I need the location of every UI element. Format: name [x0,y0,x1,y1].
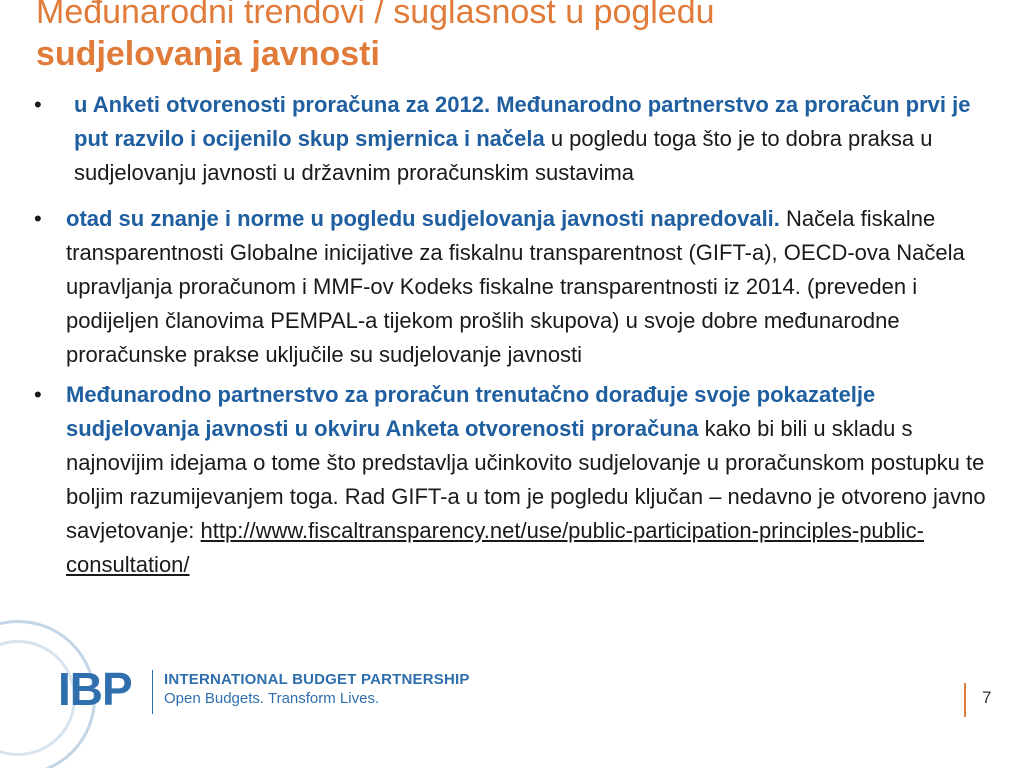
page-number-divider [964,683,966,717]
bullet-1-text: u pogledu toga što je to dobra praksa u sudjelovanju javnosti u državnim proračunskim sustavima [74,126,933,185]
bullet-item-3 [34,378,994,582]
consultation-link[interactable]: http://www.fiscaltransparency.net/use/public-participation-principles-public-consultation/ [66,518,925,577]
slide-title [36,0,996,78]
page-number: 7 [982,688,992,707]
bullet-3-text: kako bi bili u skladu s najnovijim idejama o tome što predstavlja učinkovito sudjelovanje u proračunskom postupku te boljim razumijevanjem toga. Rad GIFT-a u tom je pogledu ključan – nedavno je otvoreno javno savjetovanje: [66,416,986,543]
bullet-list [34,88,994,582]
bullet-item-2 [34,202,994,372]
logo-divider [152,670,153,714]
slide-title-line-1: Međunarodni trendovi / suglasnost u pogledu [36,0,715,31]
bullet-2-text: Načela fiskalne transparentnosti Globalne inicijative za fiskalnu transparentnost (GIFT-a), OECD-ova Načela upravljanja proračunom i MMF-ov Kodeks fiskalne transparentnosti iz 2014. (preveden i podijeljen članovima PEMPAL-a tijekom prošlih skupova) u svoje dobre međunarodne proračunske prakse uključile su sudjelovanje javnosti [66,206,965,367]
logo-organization-name: INTERNATIONAL BUDGET PARTNERSHIP [164,671,470,688]
bullet-icon: • [34,382,42,407]
bullet-icon: • [34,92,42,117]
bullet-item-1 [34,88,994,190]
slide-title-line-2: sudjelovanja javnosti [36,35,380,73]
ibp-logo-mark: IBP [58,663,132,715]
bullet-1-highlight: u Anketi otvorenosti proračuna za 2012. Međunarodno partnerstvo za proračun prvi je put razvilo i ocijenilo skup smjernica i načela [74,92,971,151]
bullet-3-highlight: Međunarodno partnerstvo za proračun trenutačno dorađuje svoje pokazatelje sudjelovanja javnosti u okviru Anketa otvorenosti proračuna [66,382,876,441]
logo-tagline: Open Budgets. Transform Lives. [164,690,380,707]
bullet-icon: • [34,206,42,231]
bullet-2-highlight: otad su znanje i norme u pogledu sudjelovanja javnosti napredovali. [66,206,780,231]
